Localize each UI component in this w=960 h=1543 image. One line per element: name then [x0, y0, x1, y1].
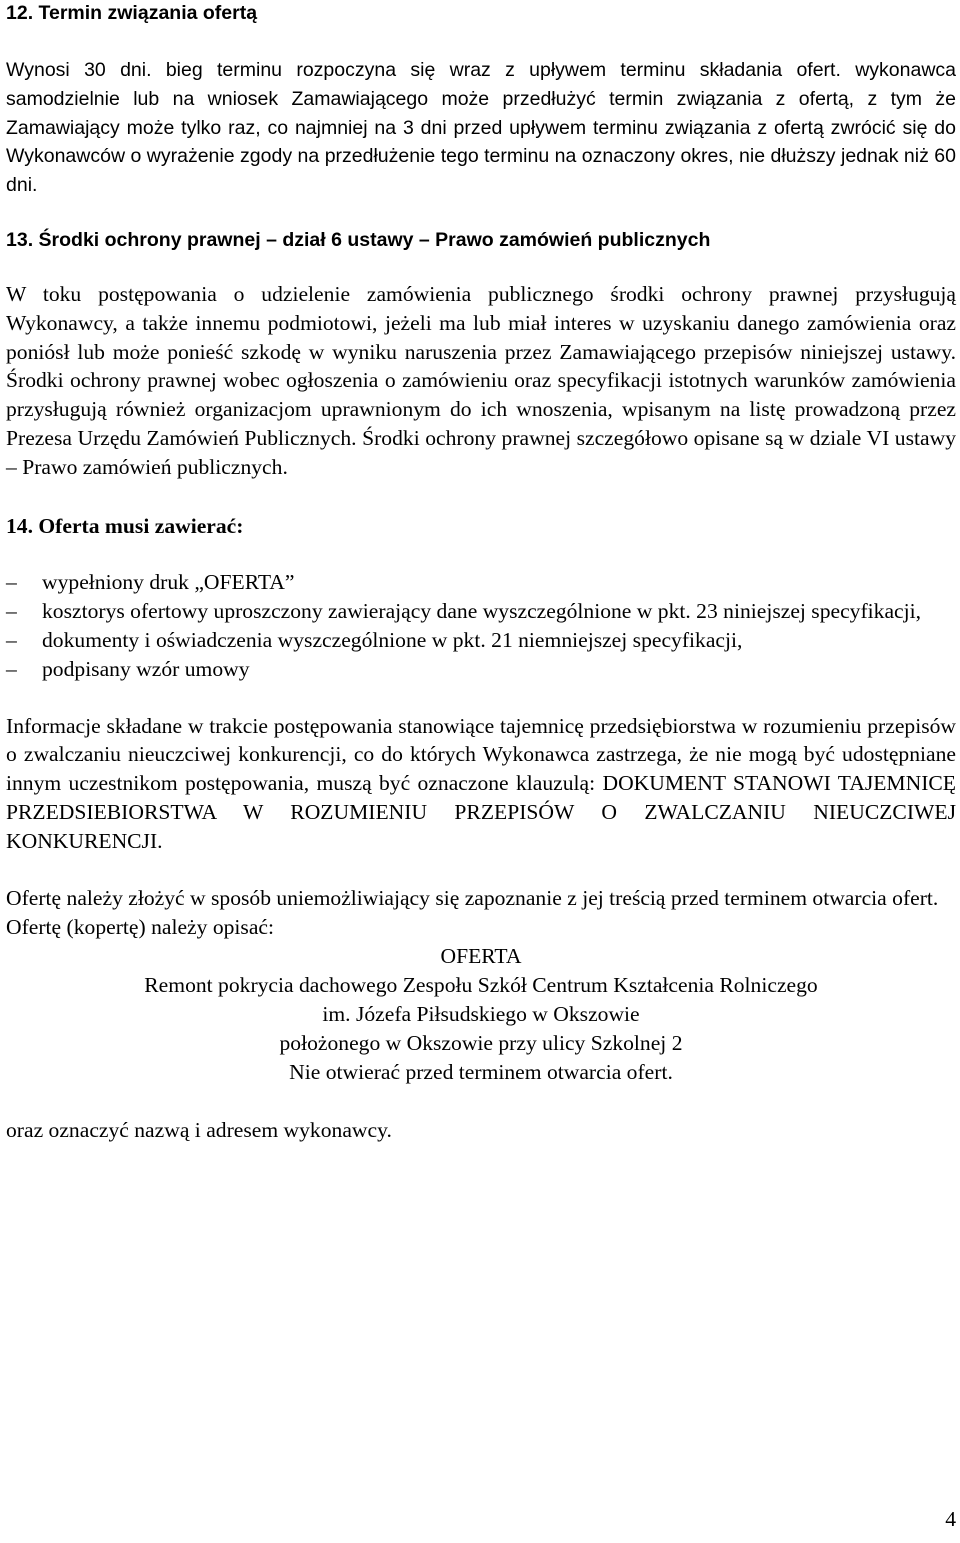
- document-page: [6, 0, 956, 1145]
- section-12-body: Wynosi 30 dni. bieg terminu rozpoczyna się wraz z upływem terminu składania ofert. wykonawca samodzielnie lub na wniosek Zamawiającego może przedłużyć termin związania z ofertą, z tym że Zamawiający może tylko raz, co najmniej na 3 dni przed upływem terminu związania z ofertą zwrócić się do Wykonawców o wyrażenie zgody na przedłużenie tego terminu na oznaczony okres, nie dłuższy jednak niż 60 dni.: [6, 59, 956, 197]
- dash-bullet: –: [6, 598, 17, 623]
- section-13-heading: 13. Środki ochrony prawnej – dział 6 ustawy – Prawo zamówień publicznych: [6, 228, 711, 251]
- list-item: [6, 568, 956, 597]
- envelope-label: [6, 942, 956, 1087]
- list-item-text: wypełniony druk „OFERTA”: [42, 569, 295, 594]
- dash-bullet: –: [6, 627, 17, 652]
- section-14-heading: 14. Oferta musi zawierać:: [6, 513, 244, 538]
- list-item-text: podpisany wzór umowy: [42, 656, 250, 681]
- list-item: [6, 655, 956, 684]
- envelope-label-title: OFERTA: [440, 943, 522, 968]
- offer-contents-list: [6, 568, 956, 684]
- final-instruction: oraz oznaczyć nazwą i adresem wykonawcy.: [6, 1117, 392, 1142]
- list-item-text: dokumenty i oświadczenia wyszczególnione w pkt. 21 niemniejszej specyfikacji,: [42, 627, 743, 652]
- envelope-label-address: położonego w Okszowie przy ulicy Szkolnej 2: [279, 1030, 683, 1055]
- envelope-label-patron: im. Józefa Piłsudskiego w Okszowie: [322, 1001, 640, 1026]
- list-item: [6, 626, 956, 655]
- list-item-text: kosztorys ofertowy uproszczony zawierający dane wyszczególnione w pkt. 23 niniejszej specyfikacji,: [42, 598, 922, 623]
- dash-bullet: –: [6, 569, 17, 594]
- dash-bullet: –: [6, 656, 17, 681]
- list-item: [6, 597, 956, 626]
- page-number: 4: [945, 1507, 956, 1531]
- offer-submission-paragraph: Ofertę należy złożyć w sposób uniemożliwiający się zapoznanie z jej treścią przed terminem otwarcia ofert.: [6, 885, 939, 910]
- section-13-body: W toku postępowania o udzielenie zamówienia publicznego środki ochrony prawnej przysługują Wykonawcy, a także innemu podmiotowi, jeżeli ma lub miał interes w uzyskaniu danego zamówienia oraz poniósł lub może ponieść szkodę w wyniku naruszenia przez Zamawiającego przepisów niniejszej ustawy. Środki ochrony prawnej wobec ogłoszenia o zamówieniu oraz specyfikacji istotnych warunków zamówienia przysługują również organizacjom uprawnionym do ich wnoszenia, wpisanym na listę prowadzoną przez Prezesa Urzędu Zamówień Publicznych. Środki ochrony prawnej szczegółowo opisane są w dziale VI ustawy – Prawo zamówień publicznych.: [6, 281, 956, 479]
- section-12-heading: 12. Termin związania ofertą: [6, 2, 258, 24]
- envelope-description-intro: Ofertę (kopertę) należy opisać:: [6, 914, 274, 939]
- confidential-info-paragraph: Informacje składane w trakcie postępowania stanowiące tajemnicę przedsiębiorstwa w rozumieniu przepisów o zwalczaniu nieuczciwej konkurencji, co do których Wykonawca zastrzega, że nie mogą być udostępniane innym uczestnikom postępowania, muszą być oznaczone klauzulą: DOKUMENT STANOWI TAJEMNICĘ PRZEDSIEBIORSTWA W ROZUMIENIU PRZEPISÓW O ZWALCZANIU NIEUCZCIWEJ KONKURENCJI.: [6, 713, 956, 853]
- envelope-label-warning: Nie otwierać przed terminem otwarcia ofert.: [289, 1059, 673, 1084]
- envelope-label-project: Remont pokrycia dachowego Zespołu Szkół Centrum Kształcenia Rolniczego: [144, 972, 818, 997]
